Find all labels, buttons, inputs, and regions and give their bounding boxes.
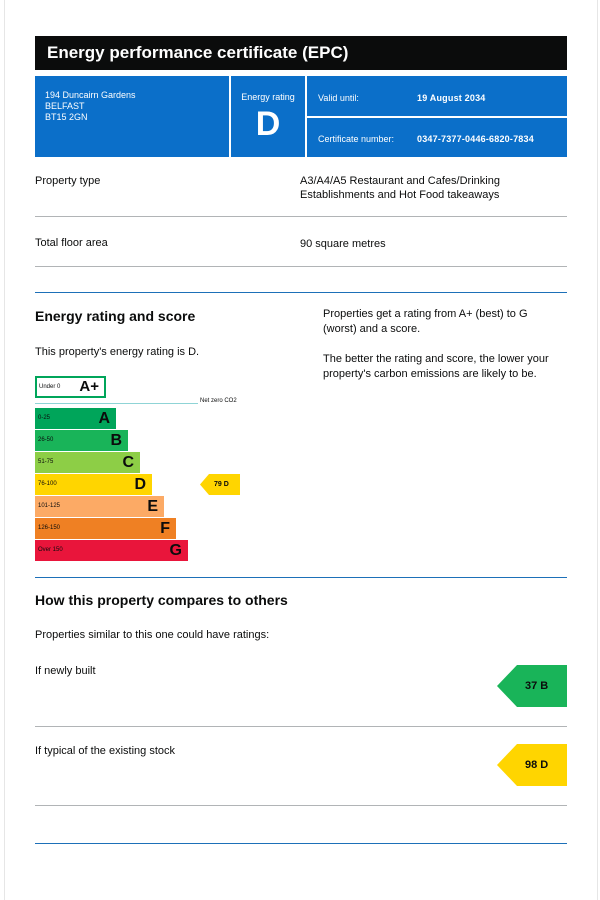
floor-area-value: 90 square metres (300, 238, 386, 250)
floor-area-label: Total floor area (35, 237, 108, 249)
band-range: 0-25 (38, 415, 51, 421)
rating-band-f (35, 518, 176, 539)
band-range: 26-50 (38, 437, 54, 443)
band-letter: C (122, 454, 134, 471)
energy-rating-heading: Energy rating and score (35, 308, 196, 324)
rating-band-aplus (35, 376, 106, 398)
band-range: Under 0 (39, 384, 61, 390)
typical-stock-rating-label: 98 D (525, 759, 549, 771)
band-range: 101-125 (38, 503, 61, 509)
current-rating-marker (200, 474, 240, 495)
valid-until-label: Valid until: (318, 93, 359, 103)
typical-stock-rating (497, 744, 567, 786)
typical-stock-label: If typical of the existing stock (35, 745, 176, 757)
energy-rating-label: Energy rating (241, 92, 295, 102)
divider (35, 805, 567, 806)
band-letter: B (110, 432, 122, 449)
comparison-intro: Properties similar to this one could have ratings: (35, 629, 270, 641)
address-line-3: BT15 2GN (45, 112, 88, 122)
divider (307, 116, 567, 118)
address-line-1: 194 Duncairn Gardens (45, 90, 136, 100)
newly-built-rating-label: 37 B (525, 680, 549, 692)
certificate-number-value: 0347-7377-0446-6820-7834 (417, 134, 534, 144)
page-title: Energy performance certificate (EPC) (35, 36, 567, 70)
rating-explanation-detail: The better the rating and score, the lower your property's carbon emissions are likely to be. (323, 353, 549, 380)
divider (35, 726, 567, 727)
property-type-value: A3/A4/A5 Restaurant and Cafes/Drinking Establishments and Hot Food takeaways (300, 175, 500, 201)
section-divider (35, 577, 567, 578)
band-range: 126-150 (38, 525, 61, 531)
rating-band-a (35, 408, 116, 429)
newly-built-rating (497, 665, 567, 707)
rating-band-g (35, 540, 188, 561)
property-type-label: Property type (35, 175, 101, 187)
section-divider (35, 843, 567, 844)
rating-band-e (35, 496, 164, 517)
comparison-heading: How this property compares to others (35, 592, 288, 608)
address-line-2: BELFAST (45, 101, 85, 111)
current-rating-label: 79 D (214, 481, 229, 488)
rating-band-b (35, 430, 128, 451)
divider (35, 216, 567, 217)
band-letter: D (134, 476, 146, 493)
rating-explanation: Properties get a rating from A+ (best) to G (worst) and a score. (323, 308, 528, 335)
energy-rating-letter: D (255, 105, 281, 143)
net-zero-line (35, 403, 198, 404)
net-zero-label: Net zero CO2 (200, 398, 237, 404)
band-letter: G (169, 542, 182, 559)
certificate-number-label: Certificate number: (318, 134, 395, 144)
rating-statement: This property's energy rating is D. (35, 346, 200, 358)
band-letter: A (98, 410, 110, 427)
valid-until-value: 19 August 2034 (417, 93, 486, 103)
band-range: 51-75 (38, 459, 54, 465)
certificate-summary-box (35, 76, 567, 157)
band-letter: E (147, 498, 158, 515)
divider (35, 266, 567, 267)
band-letter: F (160, 520, 170, 537)
section-divider (35, 292, 567, 293)
rating-band-c (35, 452, 140, 473)
rating-band-d (35, 474, 152, 495)
band-letter: A+ (79, 378, 99, 395)
band-range: Over 150 (38, 547, 63, 553)
property-address (45, 90, 136, 123)
newly-built-label: If newly built (35, 665, 96, 677)
band-range: 76-100 (38, 481, 57, 487)
